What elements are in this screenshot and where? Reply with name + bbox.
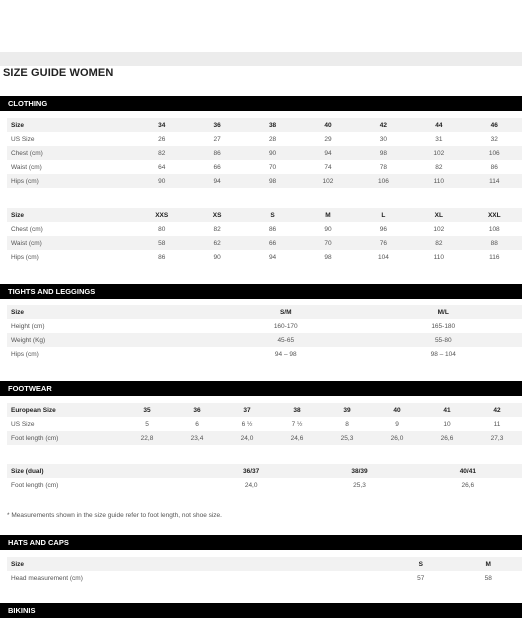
clothing-letter-size-table — [7, 208, 522, 264]
table-cell: 27 — [189, 132, 244, 146]
row-label: Foot length (cm) — [7, 478, 197, 492]
table-cell: 98 – 104 — [365, 347, 522, 361]
table-cell: 26,0 — [372, 431, 422, 445]
table-cell: 9 — [372, 417, 422, 431]
table-cell: 70 — [245, 160, 300, 174]
tights-size-table — [7, 305, 522, 361]
table-cell: 90 — [189, 250, 244, 264]
table-cell: 98 — [356, 146, 411, 160]
table-cell: 110 — [411, 250, 466, 264]
table-cell: 24,0 — [197, 478, 305, 492]
table-cell: 24,0 — [222, 431, 272, 445]
footwear-note: * Measurements shown in the size guide refer to foot length, not shoe size. — [7, 512, 222, 519]
table-cell: 25,3 — [322, 431, 372, 445]
row-label: US Size — [7, 417, 122, 431]
table-cell: XXS — [134, 208, 189, 222]
table-cell: 110 — [411, 174, 466, 188]
row-label: Waist (cm) — [7, 160, 134, 174]
table-row — [7, 431, 522, 445]
table-cell: 104 — [356, 250, 411, 264]
bikinis-header: BIKINIS — [0, 603, 522, 618]
table-cell: 86 — [467, 160, 522, 174]
table-row — [7, 222, 522, 236]
table-cell: M — [455, 557, 522, 571]
footwear-header: FOOTWEAR — [0, 381, 522, 396]
hats-size-table — [7, 557, 522, 585]
table-cell: 80 — [134, 222, 189, 236]
table-cell: 37 — [222, 403, 272, 417]
table-cell: 86 — [245, 222, 300, 236]
row-label: Height (cm) — [7, 319, 207, 333]
table-row — [7, 174, 522, 188]
table-cell: 106 — [467, 146, 522, 160]
table-cell: 66 — [189, 160, 244, 174]
table-header-row — [7, 305, 522, 319]
table-cell: 29 — [300, 132, 355, 146]
table-cell: 82 — [411, 236, 466, 250]
table-cell: 44 — [411, 118, 466, 132]
table-cell: 86 — [189, 146, 244, 160]
table-row — [7, 333, 522, 347]
table-cell: 70 — [300, 236, 355, 250]
table-cell: 10 — [422, 417, 472, 431]
table-cell: 108 — [467, 222, 522, 236]
table-cell: 76 — [356, 236, 411, 250]
table-cell: 36 — [172, 403, 222, 417]
table-cell: L — [356, 208, 411, 222]
row-label: Hips (cm) — [7, 174, 134, 188]
table-cell: 41 — [422, 403, 472, 417]
table-cell: S — [245, 208, 300, 222]
row-label: Foot length (cm) — [7, 431, 122, 445]
footwear-size-table — [7, 403, 522, 445]
row-label: Size — [7, 208, 134, 222]
table-cell: 74 — [300, 160, 355, 174]
table-cell: 55-80 — [365, 333, 522, 347]
table-row — [7, 132, 522, 146]
clothing-size-table — [7, 118, 522, 188]
table-cell: 24,6 — [272, 431, 322, 445]
table-cell: 98 — [300, 250, 355, 264]
row-label: US Size — [7, 132, 134, 146]
table-cell: 42 — [356, 118, 411, 132]
table-cell: XXL — [467, 208, 522, 222]
table-cell: XS — [189, 208, 244, 222]
table-cell: 90 — [134, 174, 189, 188]
table-cell: 165-180 — [365, 319, 522, 333]
table-cell: 102 — [411, 222, 466, 236]
table-row — [7, 478, 522, 492]
clothing-header: CLOTHING — [0, 96, 522, 111]
table-cell: 58 — [455, 571, 522, 585]
row-label: Hips (cm) — [7, 250, 134, 264]
table-header-row — [7, 464, 522, 478]
table-cell: 38 — [272, 403, 322, 417]
table-cell: 38 — [245, 118, 300, 132]
table-cell: 94 — [245, 250, 300, 264]
table-cell: 58 — [134, 236, 189, 250]
table-row — [7, 250, 522, 264]
row-label: Size — [7, 557, 387, 571]
table-header-row — [7, 118, 522, 132]
page-title: SIZE GUIDE WOMEN — [3, 67, 114, 79]
table-cell: 82 — [189, 222, 244, 236]
table-cell: 34 — [134, 118, 189, 132]
tights-header: TIGHTS AND LEGGINGS — [0, 284, 522, 299]
table-cell: M/L — [365, 305, 522, 319]
hats-header: HATS AND CAPS — [0, 535, 522, 550]
table-cell: XL — [411, 208, 466, 222]
row-label: Waist (cm) — [7, 236, 134, 250]
table-cell: 98 — [245, 174, 300, 188]
row-label: Hips (cm) — [7, 347, 207, 361]
table-cell: 82 — [411, 160, 466, 174]
table-header-row — [7, 208, 522, 222]
table-cell: 5 — [122, 417, 172, 431]
table-cell: 102 — [411, 146, 466, 160]
row-label: Size — [7, 305, 207, 319]
table-cell: 114 — [467, 174, 522, 188]
table-cell: 39 — [322, 403, 372, 417]
table-cell: 27,3 — [472, 431, 522, 445]
table-cell: 57 — [387, 571, 455, 585]
table-cell: 102 — [300, 174, 355, 188]
table-row — [7, 347, 522, 361]
table-cell: 38/39 — [305, 464, 413, 478]
table-header-row — [7, 403, 522, 417]
table-cell: 90 — [300, 222, 355, 236]
table-row — [7, 417, 522, 431]
table-cell: 116 — [467, 250, 522, 264]
row-label: Chest (cm) — [7, 222, 134, 236]
table-cell: 40/41 — [414, 464, 522, 478]
table-cell: 42 — [472, 403, 522, 417]
table-cell: 46 — [467, 118, 522, 132]
table-cell: 40 — [372, 403, 422, 417]
row-label: Head measurement (cm) — [7, 571, 387, 585]
table-cell: 86 — [134, 250, 189, 264]
table-cell: 36/37 — [197, 464, 305, 478]
top-band — [0, 52, 522, 66]
table-cell: 32 — [467, 132, 522, 146]
table-cell: 26,6 — [422, 431, 472, 445]
table-cell: 94 – 98 — [207, 347, 365, 361]
table-row — [7, 319, 522, 333]
table-cell: S — [387, 557, 455, 571]
row-label: Chest (cm) — [7, 146, 134, 160]
table-cell: 31 — [411, 132, 466, 146]
table-cell: 90 — [245, 146, 300, 160]
row-label: Weight (Kg) — [7, 333, 207, 347]
table-cell: 66 — [245, 236, 300, 250]
table-cell: 40 — [300, 118, 355, 132]
table-cell: 96 — [356, 222, 411, 236]
table-cell: 28 — [245, 132, 300, 146]
table-cell: 82 — [134, 146, 189, 160]
table-cell: 62 — [189, 236, 244, 250]
table-cell: 6 — [172, 417, 222, 431]
row-label: Size — [7, 118, 134, 132]
table-cell: 22,8 — [122, 431, 172, 445]
row-label: European Size — [7, 403, 122, 417]
table-cell: 26 — [134, 132, 189, 146]
table-row — [7, 146, 522, 160]
table-cell: 25,3 — [305, 478, 413, 492]
table-row — [7, 160, 522, 174]
table-cell: 6 ½ — [222, 417, 272, 431]
table-cell: 78 — [356, 160, 411, 174]
table-cell: 45-65 — [207, 333, 365, 347]
table-cell: S/M — [207, 305, 365, 319]
row-label: Size (dual) — [7, 464, 197, 478]
table-cell: 88 — [467, 236, 522, 250]
table-cell: 26,6 — [414, 478, 522, 492]
table-row — [7, 571, 522, 585]
table-cell: 160-170 — [207, 319, 365, 333]
table-cell: 7 ½ — [272, 417, 322, 431]
table-cell: 23,4 — [172, 431, 222, 445]
table-cell: M — [300, 208, 355, 222]
table-cell: 36 — [189, 118, 244, 132]
table-cell: 94 — [189, 174, 244, 188]
footwear-dual-size-table — [7, 464, 522, 492]
table-cell: 11 — [472, 417, 522, 431]
table-cell: 8 — [322, 417, 372, 431]
table-row — [7, 236, 522, 250]
table-cell: 35 — [122, 403, 172, 417]
table-cell: 94 — [300, 146, 355, 160]
table-cell: 30 — [356, 132, 411, 146]
table-cell: 106 — [356, 174, 411, 188]
table-header-row — [7, 557, 522, 571]
table-cell: 64 — [134, 160, 189, 174]
